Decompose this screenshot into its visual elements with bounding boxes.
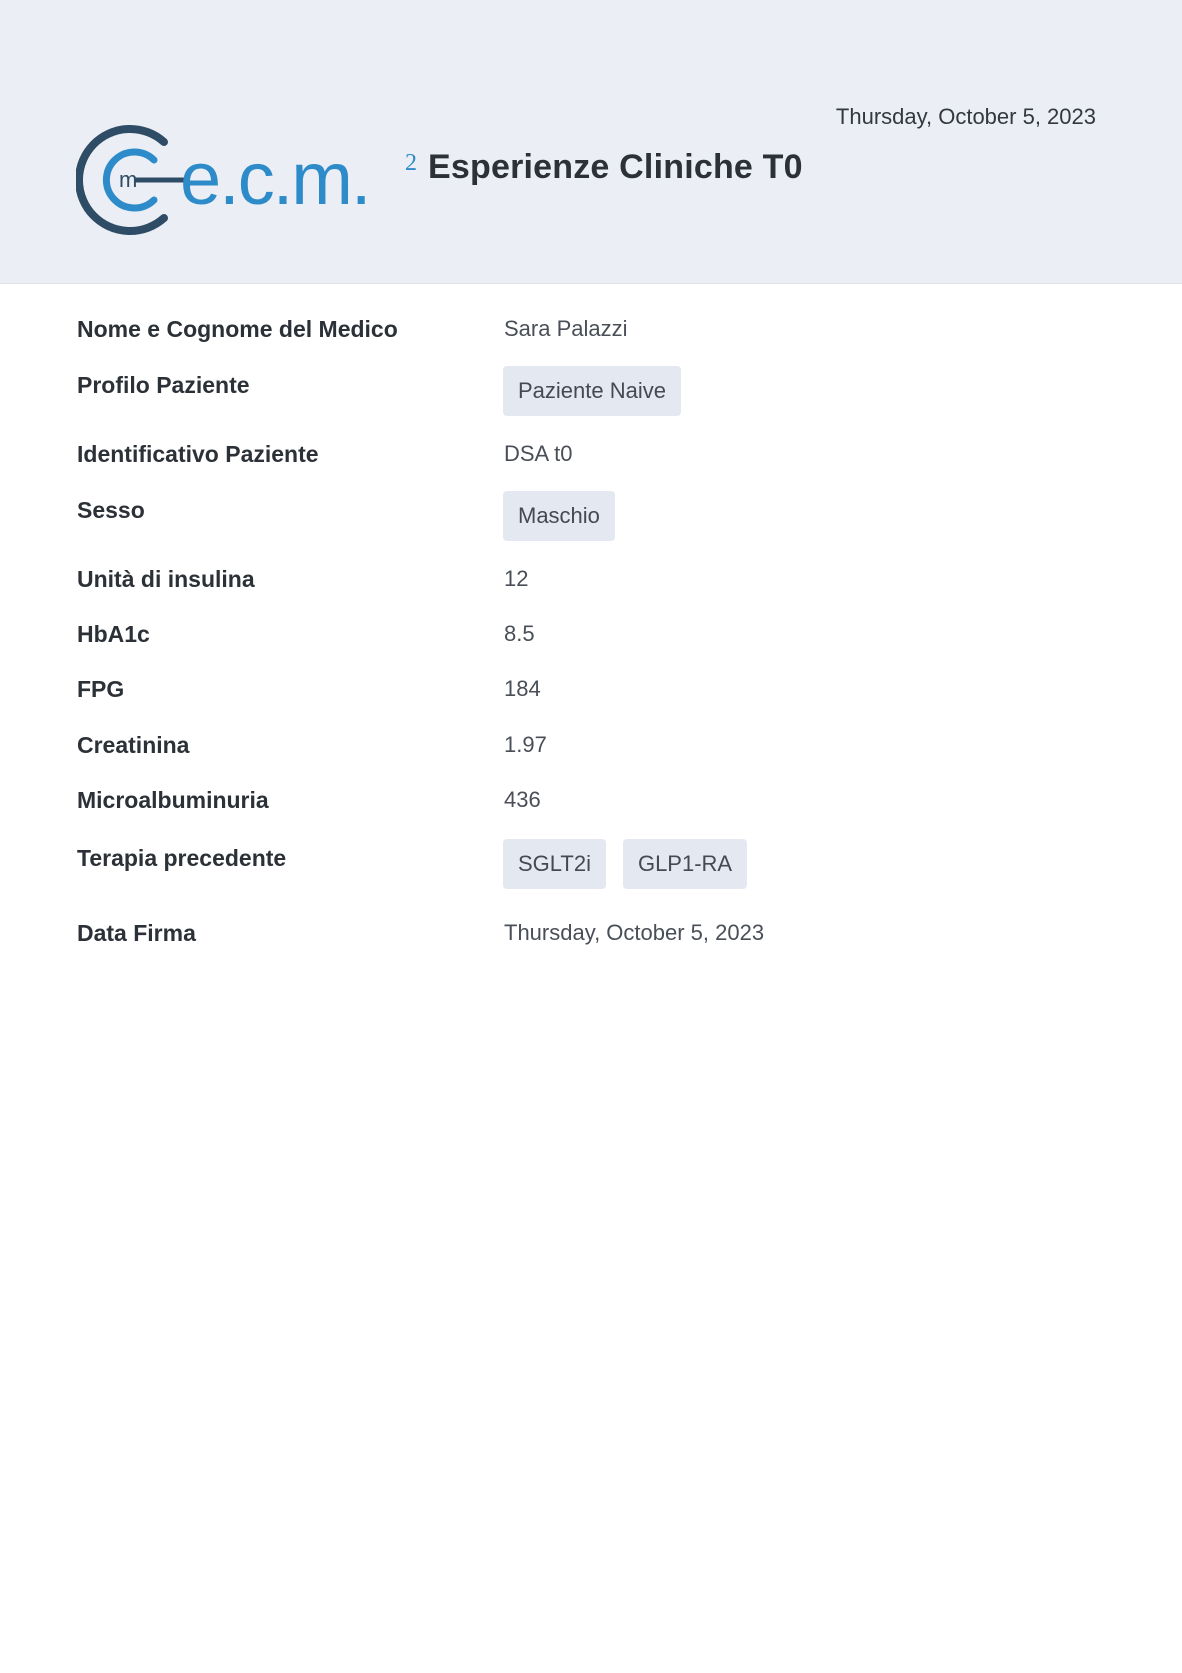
logo-wordmark: e.c.m.: [180, 137, 370, 220]
chip-group: [503, 839, 747, 889]
field-label: HbA1c: [77, 621, 150, 647]
field-value: 436: [504, 787, 541, 812]
field-value: Sara Palazzi: [504, 316, 628, 341]
report-header: [0, 0, 1182, 284]
field-value: 184: [504, 676, 541, 701]
field-label: Nome e Cognome del Medico: [77, 316, 398, 342]
document-title: Esperienze Cliniche T0: [428, 148, 803, 186]
field-value: DSA t0: [504, 441, 573, 466]
field-label: Identificativo Paziente: [77, 441, 319, 467]
chip-group: [503, 491, 615, 541]
chip: GLP1-RA: [623, 839, 747, 889]
logo-inner-letter: m: [119, 167, 138, 192]
field-label: Microalbuminuria: [77, 787, 269, 813]
field-label: Sesso: [77, 497, 145, 523]
field-value: 8.5: [504, 621, 535, 646]
field-value: 1.97: [504, 732, 547, 757]
field-label: Profilo Paziente: [77, 372, 250, 398]
chip-group: [503, 366, 681, 416]
ecm-logo: [76, 120, 421, 240]
field-label: Unità di insulina: [77, 566, 255, 592]
field-label: Creatinina: [77, 732, 190, 758]
field-label: FPG: [77, 676, 125, 702]
chip: SGLT2i: [503, 839, 606, 889]
chip: Paziente Naive: [503, 366, 681, 416]
field-label: Data Firma: [77, 920, 196, 946]
field-value: 12: [504, 566, 529, 591]
logo-superscript: 2: [405, 150, 417, 176]
field-label: Terapia precedente: [77, 845, 287, 871]
chip: Maschio: [503, 491, 615, 541]
field-value: Thursday, October 5, 2023: [504, 920, 765, 945]
header-date: Thursday, October 5, 2023: [835, 104, 1096, 129]
